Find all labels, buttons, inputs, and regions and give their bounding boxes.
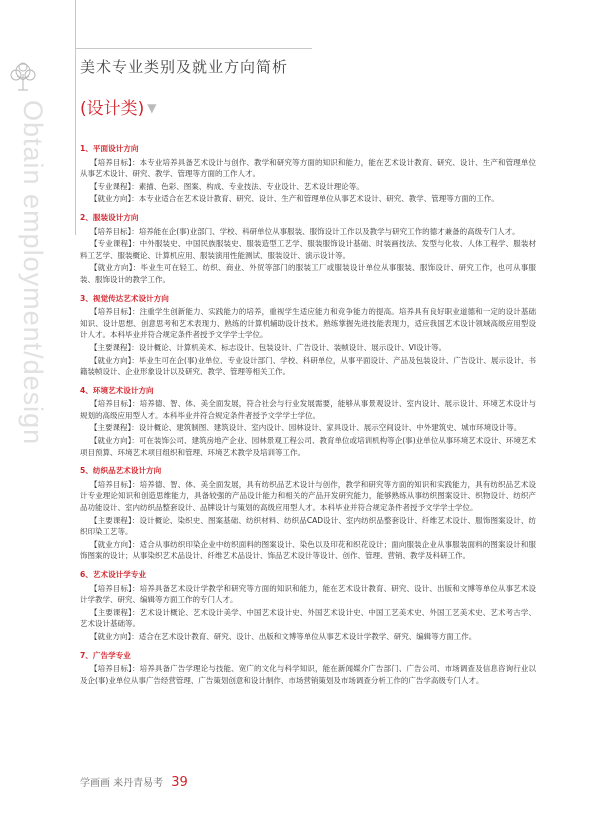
paragraph: 【就业方向】：可在装饰公司、建筑房地产企业、园林景观工程公司、教育单位或培训机构等企(事)业单位从事环境艺术设计、环境艺术项目预算、环境艺术项目组织和管理、环境艺术教学及培训等工作。 [80,436,536,457]
section-title: 7、广告学专业 [80,650,131,660]
section-fashion-design [80,212,536,286]
page-subtitle [80,94,157,119]
section-title: 5、纺织品艺术设计方向 [80,466,162,476]
section-design-studies [80,569,536,643]
vertical-watermark-text: Obtain employment/design [18,100,48,446]
left-rule [75,0,76,235]
paragraph: 【就业方向】：适合在艺术设计教育、研究、设计、出版和文博等单位从事艺术设计学教学、研究、编辑等方面工作。 [90,631,477,641]
section-title: 6、艺术设计学专业 [80,570,147,579]
section-title: 2、服装设计方向 [80,212,139,222]
paragraph: 【培养目标】：培养能在企(事)业部门、学校、科研单位从事服装、服饰设计工作以及教学与研究工作的德才兼备的高级专门人才。 [90,226,520,236]
section-advertising [80,650,536,687]
paragraph: 【主要课程】：设计概论、染织史、图案基础、纺织材料、纺织品CAD设计、室内纺织品整套设计、纤维艺术设计、服饰图案设计、纺织印染工艺等。 [80,515,536,537]
paragraph: 【主要课程】：设计概论、计算机美术、标志设计、包装设计、广告设计、装帧设计、展示设计、VI设计等。 [90,342,447,352]
paragraph: 【培养目标】：培养具备艺术设计学教学和研究等方面的知识和能力，能在艺术设计教育、研究、设计、出版和文博等单位从事艺术设计学教学、研究、编辑等方面工作的专门人才。 [80,583,536,605]
section-title: 1、平面设计方向 [80,144,139,153]
paragraph: 【培养目标】：注重学生创新能力、实践能力的培养，重视学生适应能力和竞争能力的提高。培养具有良好职业道德和一定的设计基础知识、设计思想、创意思考和艺术表现力、熟练的计算机辅助设计技术。熟练掌握先进技能表现力，适应我国艺术设计领域高级应用型设计人才。本科毕业并符合规定条件者授予文学学士学位。 [80,307,536,340]
page-title: 美术专业类别及就业方向简析 [80,58,289,76]
footer-brand: 学画画 来丹青易考 [80,778,164,789]
paragraph: 【培养目标】：培养具备广告学理论与技能、宽广的文化与科学知识，能在新闻媒介广告部门、广告公司、市场调查及信息咨询行业以及企(事)业单位从事广告经营管理、广告策划创意和设计制作、市场营销策划及市场调查分析工作的广告学高级专门人才。 [80,664,536,685]
paragraph: 【就业方向】：毕业生可在轻工、纺织、商业、外贸等部门的服装工厂或服装设计单位从事服装、服饰设计、研究工作，也可从事服装、服饰设计的教学工作。 [80,263,536,284]
title-rule [75,48,312,49]
paragraph: 【主要课程】：艺术设计概论、艺术设计美学、中国艺术设计史、外国艺术设计史、中国工艺美术史、外国工艺美术史、艺术考古学、艺术设计基础等。 [80,607,536,629]
paragraph: 【专业课程】：中外服装史、中国民族服装史、服装造型工艺学、服装服饰设计基础、时装画技法、发型与化妆、人体工程学、服装材料工艺学、服装概论、计算机应用、服装演用性能测试、服装设计、演示设计等。 [80,239,536,260]
paragraph: 【培养目标】：培养德、智、体、美全面发展，符合社会与行业发展需要，能够从事景观设计、室内设计、展示设计、环境艺术设计与规划的高级应用型人才。本科毕业并符合规定条件者授予文学学士学位。 [80,399,536,420]
tree-icon [6,60,40,94]
paragraph: 【专业课程】：素描、色彩、图案、构成、专业技法、专业设计、艺术设计理论等。 [90,181,364,191]
paragraph: 【就业方向】：本专业适合在艺术设计教育、研究、设计、生产和管理单位从事艺术设计、研究、教学、管理等方面的工作。 [90,194,499,204]
main-content [80,143,536,693]
paragraph: 【培养目标】：本专业培养具备艺术设计与创作、教学和研究等方面的知识和能力，能在艺术设计教育、研究、设计、生产和管理单位从事艺术设计、研究、教学、管理等方面的工作人才。 [80,157,536,179]
section-textile-design [80,465,536,562]
section-environmental-design [80,385,536,459]
section-graphic-design [80,143,536,205]
page-number: 39 [171,775,188,790]
paragraph: 【就业方向】：适合从事纺织印染企业中纺织面料的图案设计、染色以及印花和织花设计；面向服装企业从事服装面料的图案设计和服饰图案的设计；从事染织艺术品设计、纤维艺术品设计、饰品艺术设计等设计、创作、管理、营销、教学及科研工作。 [80,539,536,561]
subtitle-text: (设计类) [80,99,145,119]
triangle-down-icon: ▼ [147,101,157,115]
page-footer [80,774,188,790]
paragraph: 【培养目标】：培养德、智、体、美全面发展，具有纺织品艺术设计与创作，教学和研究等方面的知识和实践能力，具有纺织品艺术设计专业理论知识和创造思维能力，具备较强的产品设计能力和相关的产品开发研究能力，能够熟练从事纺织图案设计、织物设计、纺织产品功能设计、室内纺织品整套设计、品牌设计与策划的高级应用型人才。本科毕业并符合规定条件者授予文学学士学位。 [80,479,536,513]
section-visual-communication [80,293,536,378]
section-title: 3、视觉传达艺术设计方向 [80,293,169,303]
section-title: 4、环境艺术设计方向 [80,385,154,395]
paragraph: 【就业方向】：毕业生可在企(事)业单位、专业设计部门、学校、科研单位，从事平面设计、产品及包装设计、广告设计、展示设计、书籍装帧设计、企业形象设计以及研究、教学、管理等相关工作。 [80,355,536,377]
paragraph: 【主要课程】：设计概论、建筑制图、建筑设计、室内设计、园林设计、家具设计、展示空间设计、中外建筑史、城市环境设计等。 [90,423,522,433]
